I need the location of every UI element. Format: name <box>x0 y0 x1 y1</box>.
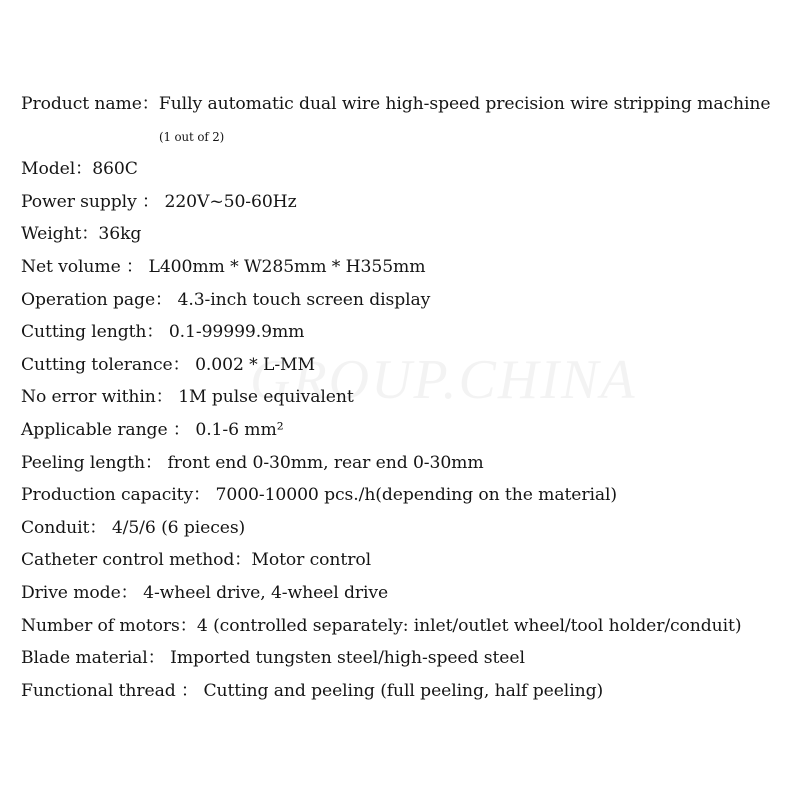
spec-row <box>21 251 791 284</box>
spec-label: Peeling length <box>21 452 145 473</box>
spec-label: Applicable range <box>21 419 168 440</box>
spec-separator: ： <box>175 680 204 701</box>
spec-label: Production capacity <box>21 485 194 506</box>
spec-row <box>21 642 791 675</box>
spec-label: Weight <box>21 224 82 245</box>
spec-separator: ： <box>144 452 168 473</box>
spec-value: 36kg <box>98 224 142 245</box>
spec-label: Functional thread <box>21 680 176 701</box>
spec-label: Net volume <box>21 256 121 277</box>
spec-row <box>21 186 791 219</box>
spec-row-continuation <box>21 121 791 154</box>
spec-row <box>21 284 791 317</box>
spec-label: Blade material <box>21 648 148 669</box>
spec-separator: ： <box>234 550 252 571</box>
spec-label: Cutting tolerance <box>21 354 173 375</box>
spec-value: 0.002 * L-MM <box>195 354 316 375</box>
spec-separator: ： <box>89 517 112 538</box>
spec-separator: ： <box>155 289 178 310</box>
spec-separator: ： <box>147 648 171 669</box>
spec-separator: ： <box>193 485 216 506</box>
spec-label: Model <box>21 159 76 180</box>
spec-separator: ： <box>120 256 149 277</box>
spec-row <box>21 675 791 708</box>
spec-separator: ： <box>81 224 99 245</box>
spec-separator: ： <box>120 582 144 603</box>
spec-value: Fully automatic dual wire high-speed precision wire stripping machine <box>158 94 771 114</box>
spec-value: 0.1-99999.9mm <box>168 322 305 343</box>
spec-row <box>21 479 791 512</box>
spec-row <box>21 153 791 186</box>
spec-label: Product name <box>21 94 142 114</box>
spec-value: 7000-10000 pcs./h(depending on the material) <box>215 485 618 506</box>
spec-value: 860C <box>92 159 138 180</box>
spec-value: 220V~50-60Hz <box>164 191 297 212</box>
spec-label: Power supply <box>21 191 137 212</box>
spec-value: front end 0-30mm, rear end 0-30mm <box>167 452 484 473</box>
spec-separator: ： <box>75 159 93 180</box>
spec-row <box>21 316 791 349</box>
spec-label: Operation page <box>21 289 156 310</box>
spec-value: Imported tungsten steel/high-speed steel <box>170 648 525 669</box>
spec-separator: ： <box>146 322 169 343</box>
spec-value: 1M pulse equivalent <box>178 387 354 408</box>
spec-value: Motor control <box>251 550 371 571</box>
spec-row <box>21 610 791 643</box>
spec-label: Conduit <box>21 517 90 538</box>
spec-row <box>21 218 791 251</box>
spec-row <box>21 512 791 545</box>
spec-separator: ： <box>141 94 159 114</box>
spec-separator: ： <box>136 191 165 212</box>
spec-separator: ： <box>179 615 197 636</box>
spec-value: (1 out of 2) <box>159 129 225 144</box>
spec-value: 4 (controlled separately: inlet/outlet wheel/tool holder/conduit) <box>196 615 742 636</box>
spec-separator: ： <box>155 387 179 408</box>
spec-row <box>21 414 791 447</box>
spec-label: No error within <box>21 387 156 408</box>
spec-row <box>21 447 791 480</box>
spec-list <box>21 88 791 707</box>
spec-row <box>21 577 791 610</box>
spec-value: 0.1-6 mm² <box>195 419 284 440</box>
spec-separator: ： <box>167 419 196 440</box>
spec-separator: ： <box>172 354 196 375</box>
spec-value: L400mm * W285mm * H355mm <box>148 256 426 277</box>
spec-value: 4/5/6 (6 pieces) <box>111 517 246 538</box>
spec-value: 4.3-inch touch screen display <box>177 289 431 310</box>
spec-row <box>21 88 791 121</box>
spec-label: Catheter control method <box>21 550 235 571</box>
spec-label: Number of motors <box>21 615 180 636</box>
spec-row <box>21 349 791 382</box>
spec-value: Cutting and peeling (full peeling, half peeling) <box>203 680 604 701</box>
spec-row <box>21 381 791 414</box>
spec-row <box>21 544 791 577</box>
spec-label: Cutting length <box>21 322 147 343</box>
spec-value: 4-wheel drive, 4-wheel drive <box>143 582 389 603</box>
spec-label: Drive mode <box>21 582 121 603</box>
